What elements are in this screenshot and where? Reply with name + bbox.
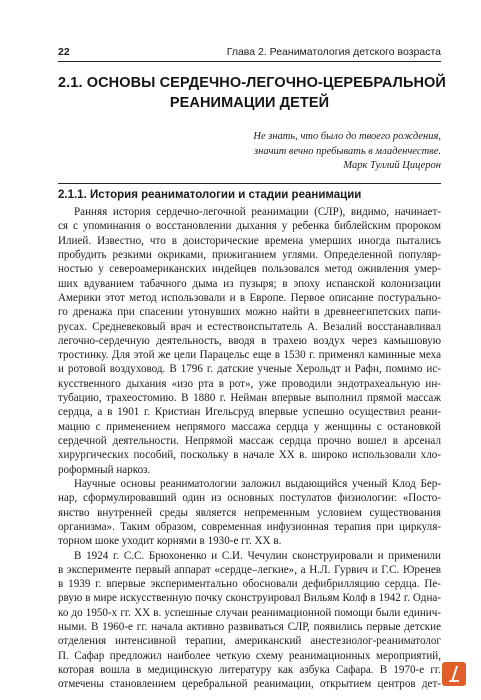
epigraph-line: значит вечно пребывать в младенчестве. <box>254 145 441 157</box>
text-line: ко до 1950-х гг. XX в. успешные случаи реанимационной помощи были единич- <box>58 606 441 619</box>
text-line: хирургических пособий, поскольку в начале XX в. широко использовали хло- <box>58 449 441 462</box>
section-title-line: 2.1. ОСНОВЫ СЕРДЕЧНО-ЛЕГОЧНО-ЦЕРЕБРАЛЬНОЙ <box>58 75 446 91</box>
text-line: ших вдуванием табачного дыма из пузыря; в эпоху испанской колонизации <box>58 277 441 290</box>
text-line: П. Сафар предложил наиболее четкую схему реанимационных мероприятий, <box>58 649 441 662</box>
body-text <box>58 205 441 692</box>
text-line: В 1924 г. С.С. Брюхоненко и С.И. Чечулин сконструировали и применили <box>74 549 441 562</box>
text-line: отмечены становлением церебральной реанимации, открытием центров дет- <box>58 678 441 691</box>
text-line: Америки этот метод использовали и в Европе. Первое описание постурально- <box>58 291 441 304</box>
text-line: мацию с применением непрямого массажа сердца у женщины с остановкой <box>58 420 441 433</box>
subsection-title: 2.1.1. История реаниматологии и стадии реанимации <box>58 189 362 201</box>
section-title-line: РЕАНИМАЦИИ ДЕТЕЙ <box>169 95 330 111</box>
text-line: го дренажа при спасении утонувших можно найти в древнеегипетских папи- <box>58 306 441 319</box>
header-divider <box>58 61 441 62</box>
text-line: роформный наркоз. <box>58 463 151 476</box>
text-line: рвую в мире искусственную почку сконструировал Вильям Колф в 1942 г. Одна- <box>58 592 441 605</box>
text-line: Илией. Известно, что в доисторические времена умерших иногда пытались <box>58 234 441 247</box>
chapter-title: Глава 2. Реаниматология детского возраста <box>226 46 441 58</box>
text-line: янство внутренней среды является непременным условием существования <box>58 506 441 519</box>
publisher-logo-icon <box>442 662 466 686</box>
page-number: 22 <box>58 46 70 58</box>
text-line: в 1939 г. впервые экспериментально обосновали дефибрилляцию сердца. Пе- <box>58 578 441 591</box>
text-line: кусственного дыхания «изо рта в рот», уже проводили эндотрахеальную ин- <box>58 377 441 390</box>
text-line: пробудить резкими окриками, прижиганием углями. Определенной популяр- <box>58 248 441 261</box>
subsection-divider <box>58 183 441 184</box>
text-line: сердца, а в 1901 г. Кристиан Игельсруд впервые успешно осуществил реани- <box>58 406 441 419</box>
text-line: в эксперименте первый аппарат «сердце–легкие», а Н.Л. Гурвич и Г.С. Юренев <box>58 563 441 576</box>
text-line: которая вошла в медицинскую литературу как азбука Сафара. В 1970-е гг. <box>58 664 441 676</box>
text-line: сердечной деятельности. Непрямой массаж сердца прочно вошел в арсенал <box>58 435 441 447</box>
text-line: ностью у североамериканских индейцев пользовался метод оживления умер- <box>58 263 441 276</box>
epigraph-author: Марк Туллий Цицерон <box>343 160 441 171</box>
text-line: тростинку. Для этой же цели Парацельс еще в 1530 г. применял каминные меха <box>58 349 441 362</box>
text-line: нар, сформулировавший один из основных постулатов физиологии: «Посто- <box>58 492 441 505</box>
text-line: тубацию, трахеостомию. В 1880 г. Нейман впервые выполнил прямой массаж <box>58 392 441 405</box>
text-line: организма». Таким образом, современная инфузионная терапия при циркуля- <box>58 520 441 533</box>
text-line: Ранняя история сердечно-легочной реанимации (СЛР), видимо, начинает- <box>74 206 441 218</box>
text-line: ными. В 1960-е гг. начала активно развиваться СЛР, появились первые детские <box>58 621 441 634</box>
text-line: и ротовой воздуховод. В 1796 г. датские ученые Херольдт и Рафн, помимо ис- <box>58 363 441 376</box>
epigraph-line: Не знать, что было до твоего рождения, <box>253 131 441 142</box>
text-line: легочно-сердечную деятельность, вводя в трахею воздух через камышовую <box>58 334 441 347</box>
text-line: ся с упоминания о восстановлении дыхания у ребенка библейским пророком <box>58 220 441 233</box>
running-head <box>58 44 441 60</box>
text-line: Научные основы реаниматологии заложил выдающийся ученый Клод Бер- <box>74 477 441 490</box>
section-title <box>58 73 446 113</box>
text-line: русах. Средневековый врач и естествоиспытатель А. Везалий восстанавливал <box>58 320 441 333</box>
text-line: торном шоке уходит корнями в 1930-е гг. XX в. <box>58 535 282 548</box>
epigraph <box>141 130 441 174</box>
text-line: отделения интенсивной терапии, американский анестезиолог-реаниматолог <box>58 635 441 648</box>
